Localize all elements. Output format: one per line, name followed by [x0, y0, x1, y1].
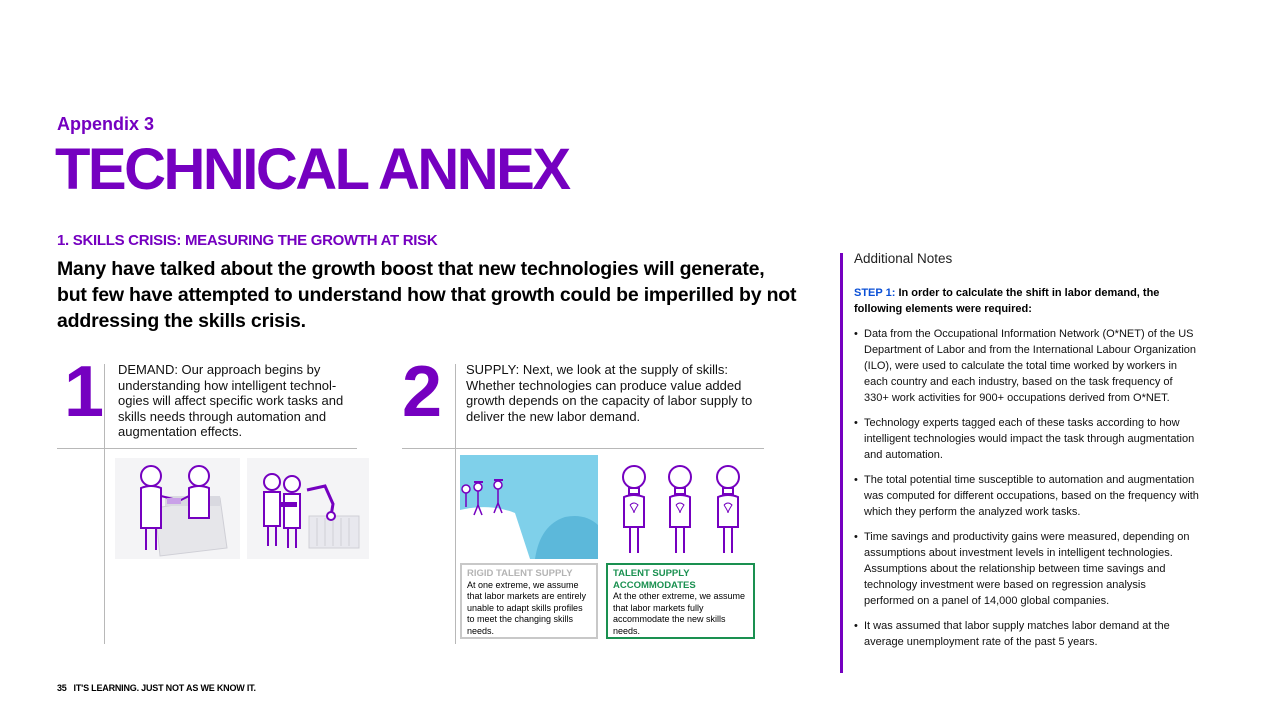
- page-title: TECHNICAL ANNEX: [55, 137, 569, 202]
- step-number-2: 2: [402, 352, 443, 432]
- notes-title: Additional Notes: [854, 251, 953, 266]
- notes-bullet-list: [854, 326, 1199, 659]
- step-1-label: STEP 1:: [854, 287, 896, 299]
- rigid-supply-illustration: [460, 455, 598, 559]
- section-heading: 1. SKILLS CRISIS: MEASURING THE GROWTH AT RISK: [57, 232, 438, 249]
- note-bullet: • Technology experts tagged each of these tasks according to how intelligent technologies would impact the task through augmentation and automation.: [854, 415, 1199, 463]
- note-bullet: • Data from the Occupational Information Network (O*NET) of the US Department of Labor and from the International Labour Organization (ILO), were used to calculate the total time worked by workers in each country and each industry, based on the task frequency of 330+ work activities for 900+ occupations derived from O*NET.: [854, 326, 1199, 406]
- workers-robot-illustration: [247, 458, 369, 559]
- accommodates-box-text: At the other extreme, we assume that labor markets fully accommodate the new skills needs.: [613, 591, 746, 636]
- page-footer: [57, 683, 256, 693]
- divider-horizontal-2: [402, 448, 764, 449]
- lead-paragraph: Many have talked about the growth boost that new technologies will generate, but few have attempted to understand how that growth could be imperilled by not addressing the skills crisis.: [57, 258, 797, 332]
- workers-desk-illustration: [115, 458, 240, 559]
- divider-vertical-2: [455, 364, 456, 644]
- demand-text: DEMAND: Our approach begins by understanding how intelligent technol-ogies will affect specific work tasks and skills needs through automation and augmentation effects.: [118, 362, 344, 439]
- page-number: 35: [57, 683, 67, 693]
- footer-tagline: IT'S LEARNING. JUST NOT AS WE KNOW IT.: [73, 683, 256, 693]
- notes-accent-bar: [840, 253, 843, 673]
- note-bullet: • The total potential time susceptible to automation and augmentation was computed for different occupations, based on the frequency with which they perform the analyzed work tasks.: [854, 472, 1199, 520]
- step-1-text: In order to calculate the shift in labor demand, the following elements were required:: [854, 287, 1160, 315]
- rigid-box-title: RIGID TALENT SUPPLY: [467, 568, 573, 579]
- rigid-talent-supply-box: [460, 563, 598, 639]
- rigid-box-text: At one extreme, we assume that labor markets are entirely unable to adapt skills profiles to meet the changing skills needs.: [467, 579, 587, 636]
- note-bullet: • It was assumed that labor supply matches labor demand at the average unemployment rate of the past 5 years.: [854, 618, 1199, 650]
- step-1-intro: [854, 285, 1194, 317]
- supply-text: SUPPLY: Next, we look at the supply of skills: Whether technologies can produce value added growth depends on the capacity of labor supply to deliver the new labor demand.: [466, 362, 753, 424]
- step-number-1: 1: [64, 352, 105, 432]
- divider-horizontal-1: [57, 448, 357, 449]
- accommodates-box-title: TALENT SUPPLY ACCOMMODATES: [613, 568, 696, 591]
- talent-accommodates-box: [606, 563, 755, 639]
- appendix-label: Appendix 3: [57, 114, 155, 134]
- note-bullet: • Time savings and productivity gains were measured, depending on assumptions about investment levels in intelligent technologies. Assumptions about the relationship between time savings and technology investment were based on regression analysis performed on a panel of 14,000 global companies.: [854, 529, 1199, 609]
- lightbulb-heads-illustration: [606, 455, 756, 559]
- divider-vertical-1: [104, 364, 105, 644]
